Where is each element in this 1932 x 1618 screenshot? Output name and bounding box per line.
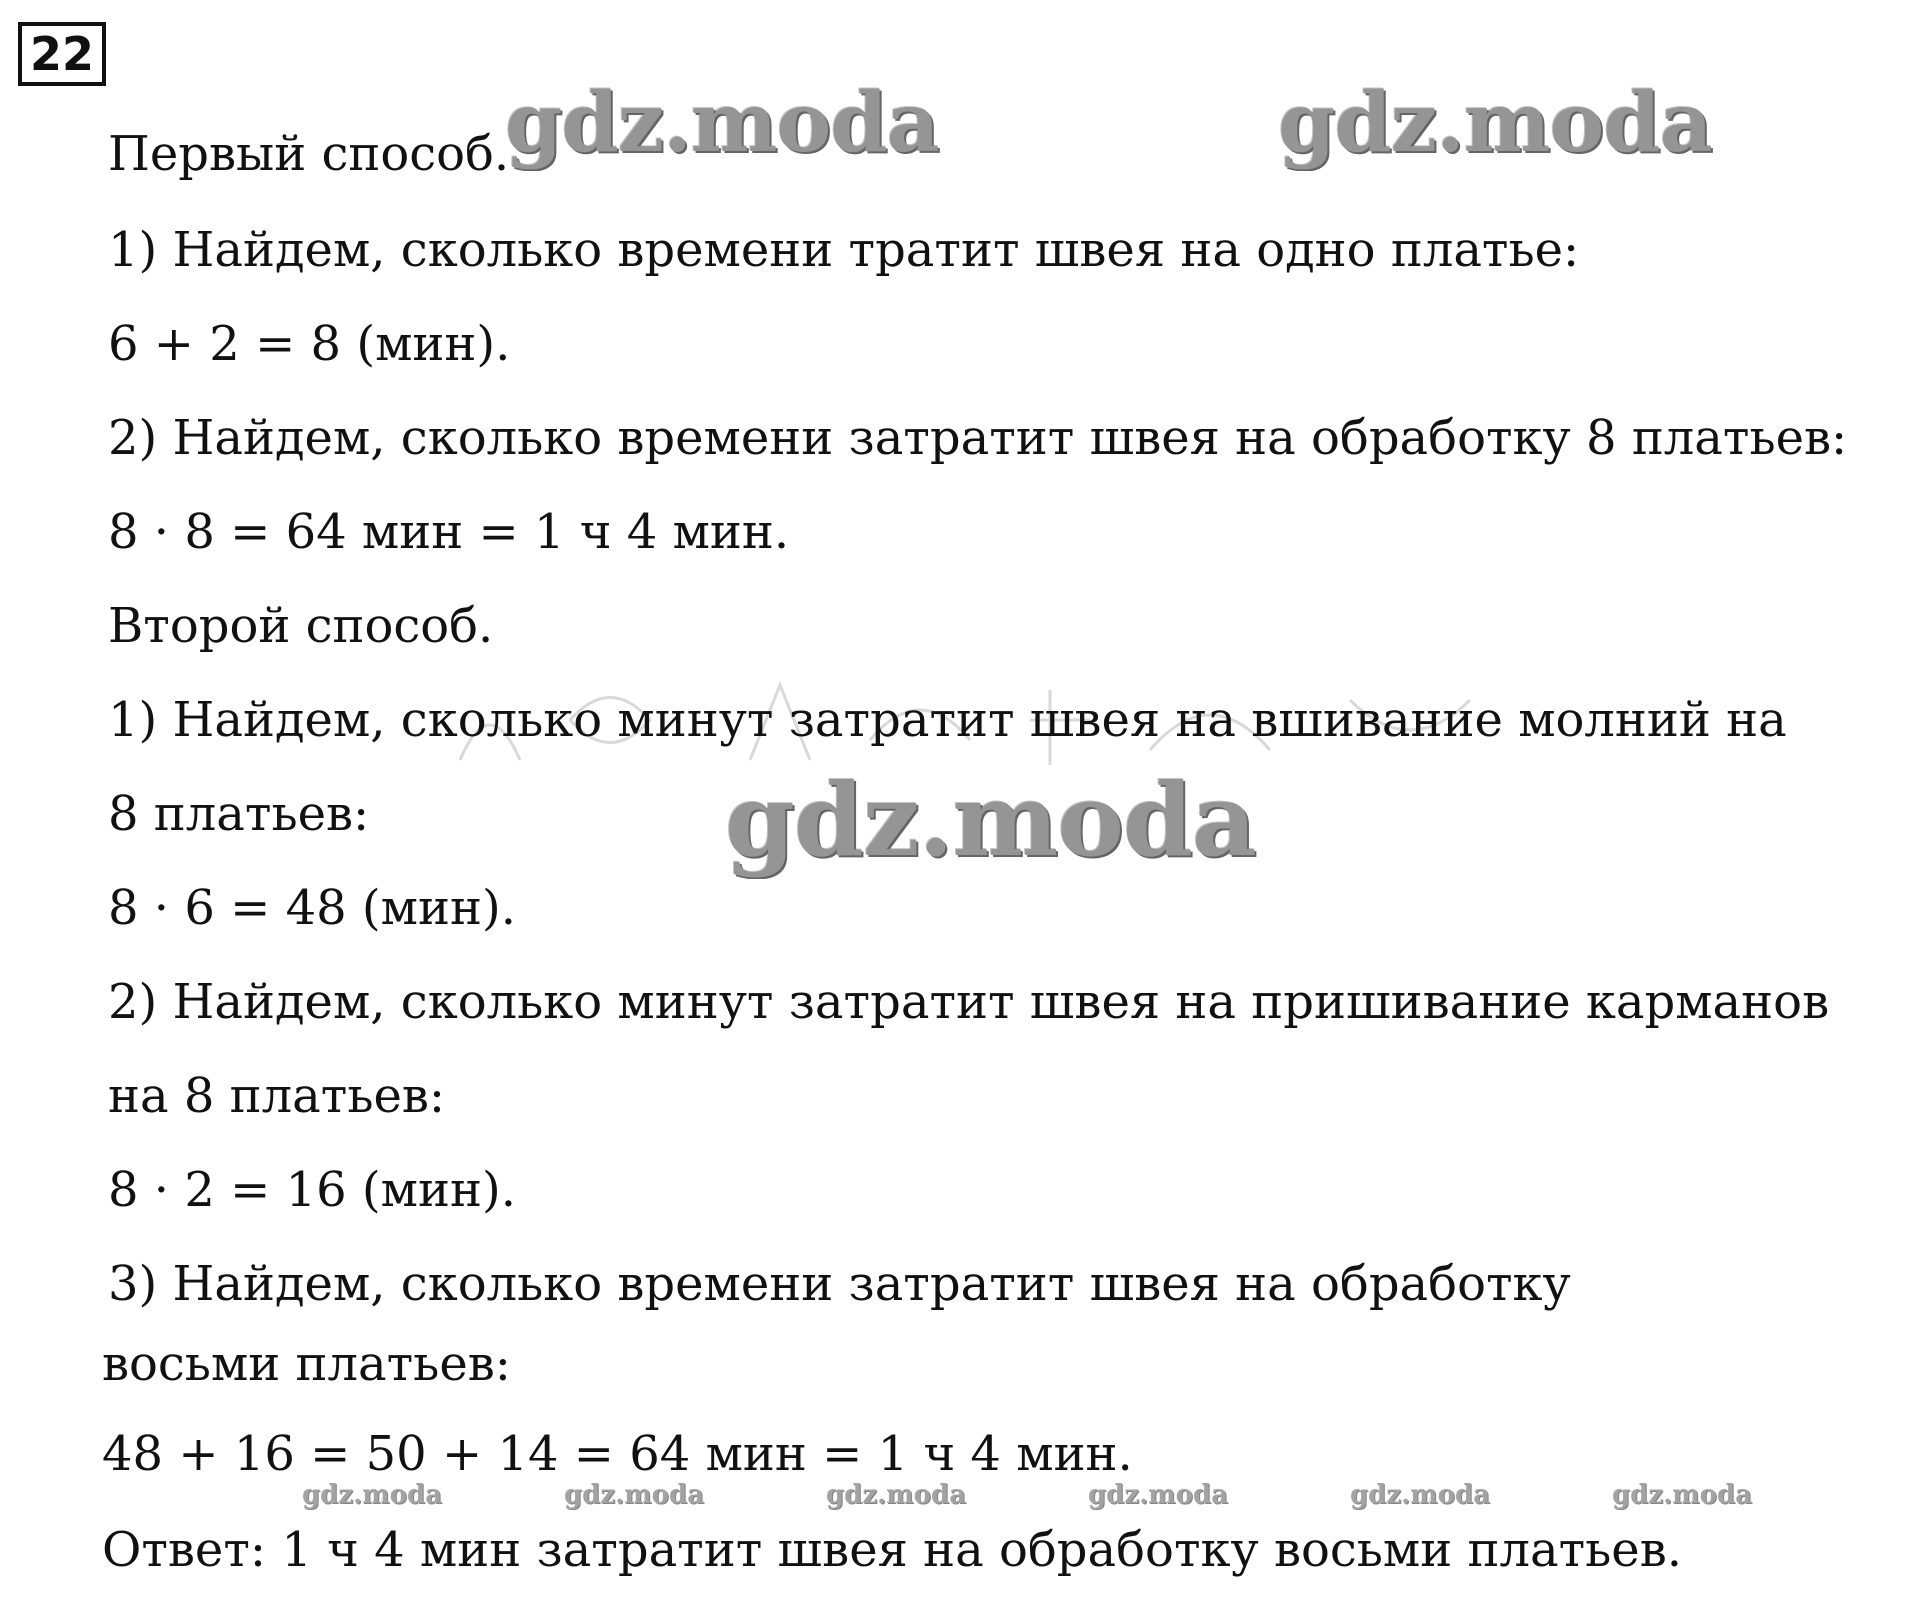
line-calc-3-b: 48 + 16 = 50 + 14 = 64 мин = 1 ч 4 мин. [102, 1426, 1133, 1482]
line-calc-2-a: 8 · 8 = 64 мин = 1 ч 4 мин. [108, 504, 790, 560]
task-number: 22 [29, 27, 94, 81]
watermark-top-left: gdz.moda [505, 75, 939, 171]
line-calc-2-b: 8 · 2 = 16 (мин). [108, 1162, 516, 1218]
task-number-box [18, 22, 106, 86]
line-step-2-b: 2) Найдем, сколько минут затратит швея на пришивание карманов [108, 974, 1830, 1030]
line-step-2-b-cont: на 8 платьев: [108, 1068, 446, 1124]
line-first-method: Первый способ. [108, 126, 510, 182]
watermark-small-4: gdz.moda [1088, 1480, 1229, 1510]
watermark-small-3: gdz.moda [826, 1480, 967, 1510]
watermark-top-right: gdz.moda [1278, 75, 1712, 171]
line-step-3-b-cont: восьми платьев: [102, 1336, 511, 1392]
line-calc-1-a: 6 + 2 = 8 (мин). [108, 316, 511, 372]
line-step-1-b: 1) Найдем, сколько минут затратит швея на вшивание молний на [108, 692, 1787, 748]
watermark-center: gdz.moda [725, 761, 1256, 879]
watermark-small-6: gdz.moda [1612, 1480, 1753, 1510]
line-calc-1-b: 8 · 6 = 48 (мин). [108, 880, 516, 936]
watermark-small-5: gdz.moda [1350, 1480, 1491, 1510]
line-step-2-a: 2) Найдем, сколько времени затратит швея на обработку 8 платьев: [108, 410, 1848, 466]
line-step-3-b: 3) Найдем, сколько времени затратит швея на обработку [108, 1256, 1571, 1312]
line-second-method: Второй способ. [108, 598, 494, 654]
line-step-1-a: 1) Найдем, сколько времени тратит швея на одно платье: [108, 222, 1580, 278]
line-answer: Ответ: 1 ч 4 мин затратит швея на обработку восьми платьев. [102, 1522, 1682, 1578]
watermark-small-2: gdz.moda [564, 1480, 705, 1510]
line-step-1-b-cont: 8 платьев: [108, 786, 370, 842]
watermark-small-1: gdz.moda [302, 1480, 443, 1510]
